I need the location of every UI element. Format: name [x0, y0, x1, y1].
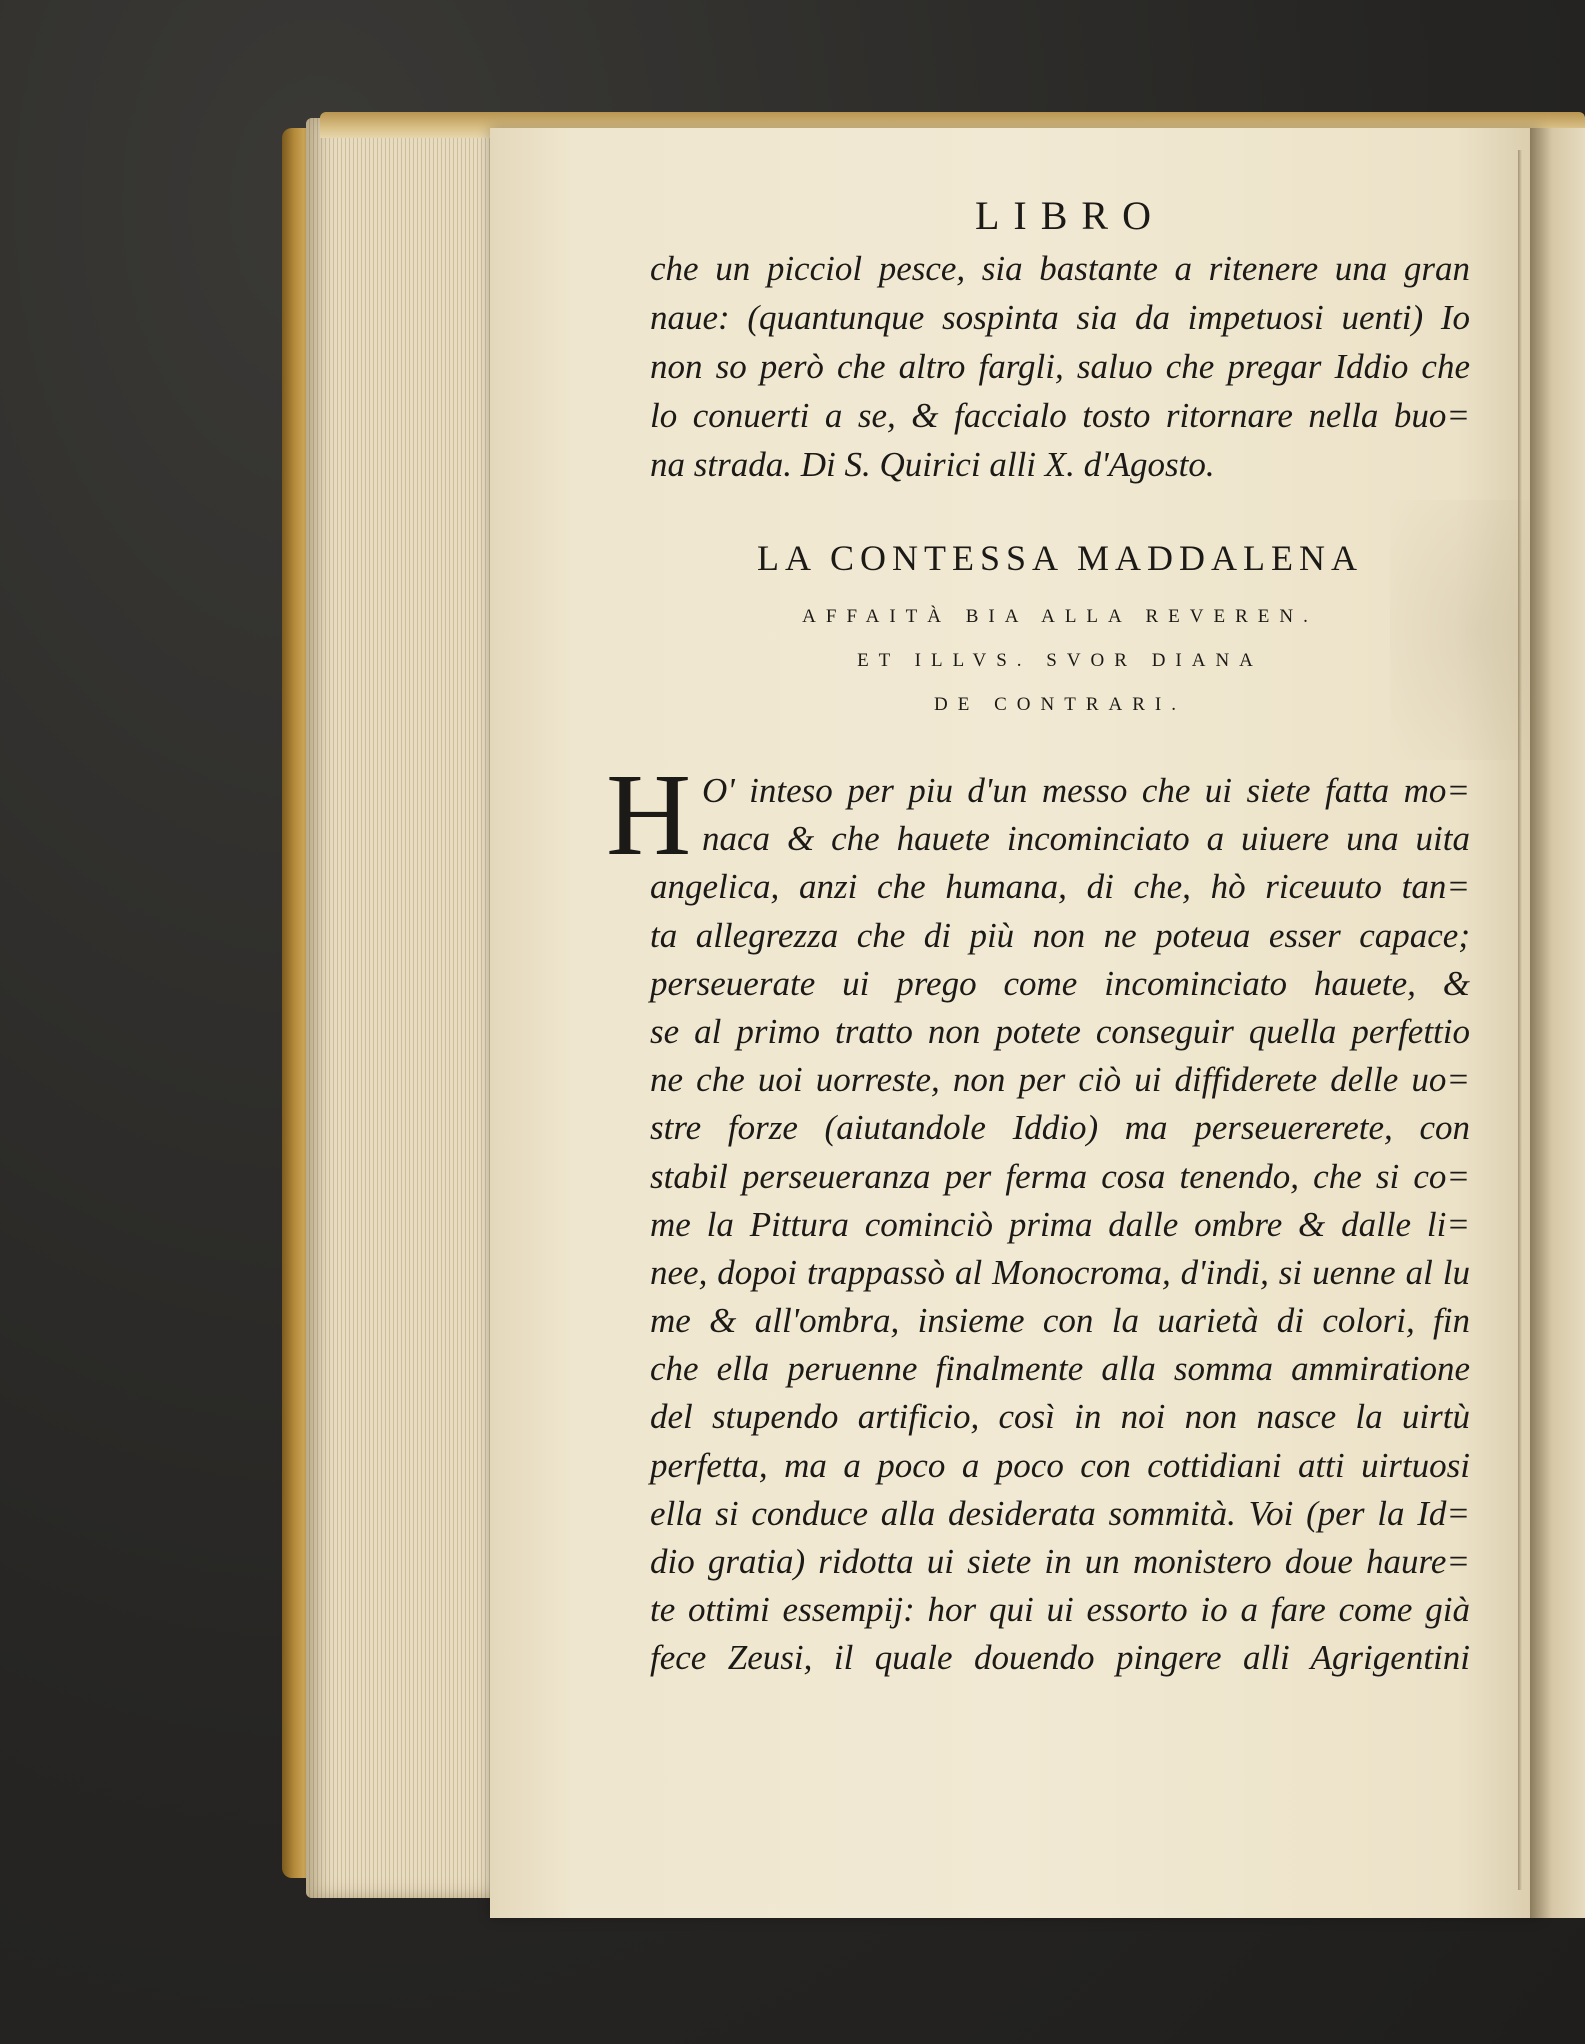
- text-line: stre forze (aiutandole Iddio) ma perseuererete, con: [650, 1108, 1470, 1148]
- text-line: ella si conduce alla desiderata sommità. Voi (per la Id=: [650, 1493, 1470, 1533]
- text-line: stabil perseueranza per ferma cosa tenendo, che si co=: [650, 1156, 1470, 1196]
- letter-heading-subline: ET ILLVS. SVOR DIANA: [857, 650, 1263, 671]
- page-stack-edges: [306, 118, 496, 1898]
- text-line: perfetta, ma a poco a poco con cottidiani atti uirtuosi: [650, 1445, 1470, 1485]
- text-line: dio gratia) ridotta ui siete in un monistero doue haure=: [650, 1542, 1470, 1581]
- text-line: nee, dopoi trappassò al Monocroma, d'indi, si uenne al lu: [650, 1252, 1470, 1292]
- text-line: del stupendo artificio, così in noi non nasce la uirtù: [650, 1397, 1470, 1437]
- text-line: lo conuerti a se, & faccialo tosto ritornare nella buo=: [650, 396, 1470, 435]
- gutter-shadow: [1518, 150, 1522, 1890]
- running-head: LIBRO: [975, 193, 1165, 238]
- text-line: non so però che altro fargli, saluo che pregar Iddio che: [650, 347, 1470, 386]
- text-line: naue: (quantunque sospinta sia da impetuosi uenti) Io: [650, 298, 1470, 337]
- page-text: [606, 192, 1470, 1683]
- text-line: perseuerate ui prego come incominciato hauete, &: [650, 963, 1470, 1003]
- facing-page-edge: [1530, 128, 1585, 1918]
- previous-letter-end: [650, 244, 1470, 489]
- letter-body: [606, 749, 1470, 1683]
- letter-heading-subline: AFFAITÀ BIA ALLA REVEREN.: [802, 606, 1318, 627]
- letter-heading-title: LA CONTESSA MADDALENA: [756, 538, 1364, 578]
- text-line: se al primo tratto non potete conseguir quella perfettio: [650, 1011, 1470, 1051]
- text-line: angelica, anzi che humana, di che, hò riceuuto tan=: [650, 867, 1470, 907]
- text-line: te ottimi essempij: hor qui ui essorto io a fare come già: [650, 1590, 1470, 1630]
- text-line: fece Zeusi, il quale douendo pingere alli Agrigentini: [650, 1638, 1470, 1678]
- text-line: me & all'ombra, insieme con la uarietà di colori, fin: [650, 1301, 1470, 1341]
- text-line: O' inteso per piu d'un messo che ui siete fatta mo=: [702, 771, 1470, 810]
- text-line: ne che uoi uorreste, non per ciò ui diffiderete delle uo=: [650, 1060, 1470, 1100]
- text-line: ta allegrezza che di più non ne poteua esser capace;: [650, 915, 1470, 955]
- letter-heading-subline: DE CONTRARI.: [934, 694, 1186, 715]
- text-line: che ella peruenne finalmente alla somma ammiratione: [650, 1349, 1470, 1389]
- drop-cap: H: [606, 749, 692, 880]
- text-line: na strada. Di S. Quirici alli X. d'Agosto.: [650, 445, 1215, 484]
- text-line: che un picciol pesce, sia bastante a ritenere una gran: [650, 249, 1470, 288]
- text-line: me la Pittura cominciò prima dalle ombre & dalle li=: [650, 1204, 1470, 1244]
- text-line: naca & che hauete incominciato a uiuere una uita: [702, 819, 1470, 859]
